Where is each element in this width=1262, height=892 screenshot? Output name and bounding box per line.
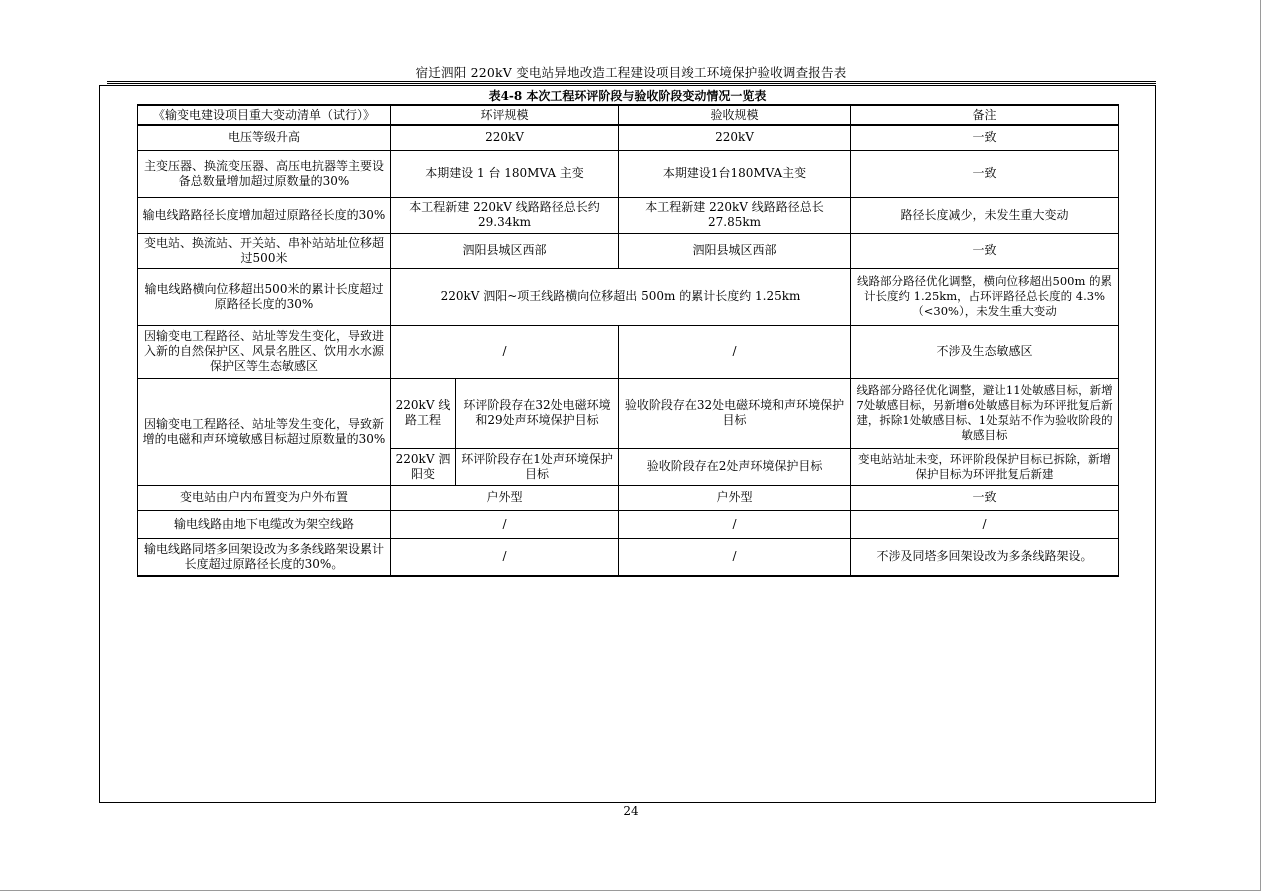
row-remark: 一致 bbox=[851, 125, 1119, 150]
row-eia: 户外型 bbox=[391, 485, 619, 510]
row-acceptance: / bbox=[619, 510, 851, 538]
table-row bbox=[138, 150, 1119, 197]
row-remark: 线路部分路径优化调整，横向位移超出500m 的累计长度约 1.25km，占环评路径总长度的 4.3%（<30%），未发生重大变动 bbox=[851, 268, 1119, 325]
table-row bbox=[138, 485, 1119, 510]
table-row bbox=[138, 197, 1119, 233]
sub-row-eia: 环评阶段存在32处电磁环境和29处声环境保护目标 bbox=[456, 378, 619, 448]
row-remark: 一致 bbox=[851, 485, 1119, 510]
table-row bbox=[138, 268, 1119, 325]
row-item: 输电线路同塔多回架设改为多条线路架设累计长度超过原路径长度的30%。 bbox=[138, 538, 391, 576]
row-eia: 本工程新建 220kV 线路路径总长约 29.34km bbox=[391, 197, 619, 233]
row-item: 输电线路由地下电缆改为架空线路 bbox=[138, 510, 391, 538]
table-header-row bbox=[138, 105, 1119, 125]
row-acceptance: 泗阳县城区西部 bbox=[619, 233, 851, 268]
header-cell-remark: 备注 bbox=[851, 105, 1119, 125]
header-cell-acceptance: 验收规模 bbox=[619, 105, 851, 125]
table-row bbox=[138, 378, 1119, 448]
header-rule bbox=[107, 81, 1156, 84]
row-eia: 220kV bbox=[391, 125, 619, 150]
row-acceptance: 220kV bbox=[619, 125, 851, 150]
sub-row-eia: 环评阶段存在1处声环境保护目标 bbox=[456, 448, 619, 485]
sub-row-label: 220kV 泗阳变 bbox=[391, 448, 456, 485]
table-row bbox=[138, 325, 1119, 378]
row-acceptance: 本期建设1台180MVA主变 bbox=[619, 150, 851, 197]
row-eia: / bbox=[391, 538, 619, 576]
table-caption: 表4-8 本次工程环评阶段与验收阶段变动情况一览表 bbox=[488, 89, 767, 103]
row-remark: 不涉及同塔多回架设改为多条线路架设。 bbox=[851, 538, 1119, 576]
table-row bbox=[138, 125, 1119, 150]
row-remark: / bbox=[851, 510, 1119, 538]
change-comparison-table bbox=[137, 104, 1119, 577]
sub-row-acceptance: 验收阶段存在2处声环境保护目标 bbox=[619, 448, 851, 485]
row-remark: 不涉及生态敏感区 bbox=[851, 325, 1119, 378]
row-remark: 一致 bbox=[851, 233, 1119, 268]
row-remark: 路径长度减少，未发生重大变动 bbox=[851, 197, 1119, 233]
row-item: 输电线路横向位移超出500米的累计长度超过原路径长度的30% bbox=[138, 268, 391, 325]
row-remark: 一致 bbox=[851, 150, 1119, 197]
row-acceptance: 本工程新建 220kV 线路路径总长 27.85km bbox=[619, 197, 851, 233]
table-row bbox=[138, 538, 1119, 576]
row-item: 主变压器、换流变压器、高压电抗器等主要设备总数量增加超过原数量的30% bbox=[138, 150, 391, 197]
table-row bbox=[138, 510, 1119, 538]
row-item: 因输变电工程路径、站址等发生变化，导致新增的电磁和声环境敏感目标超过原数量的30% bbox=[138, 378, 391, 485]
row-eia: / bbox=[391, 510, 619, 538]
row-item: 输电线路路径长度增加超过原路径长度的30% bbox=[138, 197, 391, 233]
document-header-title: 宿迁泗阳 220kV 变电站异地改造工程建设项目竣工环境保护验收调查报告表 bbox=[415, 65, 847, 80]
row-eia: 本期建设 1 台 180MVA 主变 bbox=[391, 150, 619, 197]
row-eia: / bbox=[391, 325, 619, 378]
row-acceptance: 户外型 bbox=[619, 485, 851, 510]
row-item: 变电站由户内布置变为户外布置 bbox=[138, 485, 391, 510]
sub-row-label: 220kV 线路工程 bbox=[391, 378, 456, 448]
row-acceptance: / bbox=[619, 538, 851, 576]
sub-row-remark: 线路部分路径优化调整，避让11处敏感目标，新增7处敏感目标，另新增6处敏感目标为环评批复后新建，拆除1处敏感目标、1处泵站不作为验收阶段的敏感目标 bbox=[851, 378, 1119, 448]
row-item: 电压等级升高 bbox=[138, 125, 391, 150]
table-row bbox=[138, 233, 1119, 268]
row-merged-scale: 220kV 泗阳~项王线路横向位移超出 500m 的累计长度约 1.25km bbox=[391, 268, 851, 325]
header-cell-item: 《输变电建设项目重大变动清单（试行）》 bbox=[138, 105, 391, 125]
row-eia: 泗阳县城区西部 bbox=[391, 233, 619, 268]
page-number: 24 bbox=[623, 804, 639, 818]
sub-row-remark: 变电站站址未变，环评阶段保护目标已拆除，新增保护目标为环评批复后新建 bbox=[851, 448, 1119, 485]
row-item: 变电站、换流站、开关站、串补站站址位移超过500米 bbox=[138, 233, 391, 268]
row-acceptance: / bbox=[619, 325, 851, 378]
sub-row-acceptance: 验收阶段存在32处电磁环境和声环境保护目标 bbox=[619, 378, 851, 448]
header-cell-eia: 环评规模 bbox=[391, 105, 619, 125]
row-item: 因输变电工程路径、站址等发生变化，导致进入新的自然保护区、风景名胜区、饮用水水源保护区等生态敏感区 bbox=[138, 325, 391, 378]
